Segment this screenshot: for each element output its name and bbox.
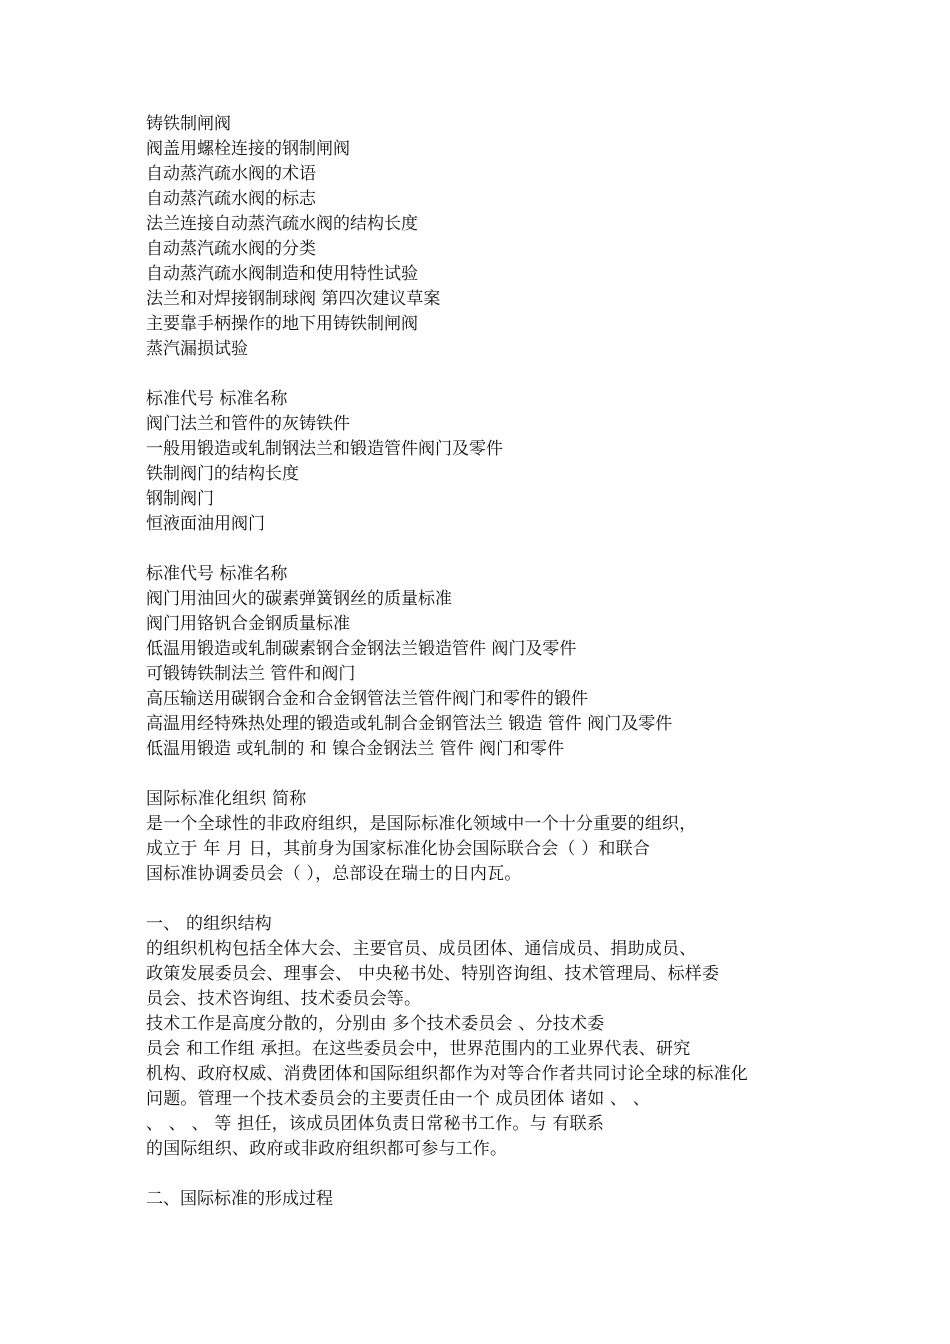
list-item: 自动蒸汽疏水阀制造和使用特性试验 [146, 264, 418, 284]
table-header: 标准代号 标准名称 [146, 389, 288, 409]
paragraph-line [146, 812, 936, 837]
list-item: 阀盖用螺栓连接的钢制闸阀 [146, 139, 350, 159]
paragraph-line: 问题。管理一个技术委员会的主要责任由一个 成员团体 诸如 、 、 [146, 1089, 651, 1109]
paragraph-line: 的国际组织、政府或非政府组织都可参与工作。 [146, 1139, 508, 1159]
list-item: 一般用锻造或轧制钢法兰和锻造管件阀门及零件 [146, 439, 503, 459]
spacer [146, 1162, 936, 1187]
list-item: 自动蒸汽疏水阀的术语 [146, 164, 316, 184]
spacer [146, 362, 936, 387]
list-item: 铁制阀门的结构长度 [146, 464, 299, 484]
list-item: 自动蒸汽疏水阀的标志 [146, 189, 316, 209]
iso-english-name-text: 简称 [266, 789, 307, 809]
list-item: 阀门用油回火的碳素弹簧钢丝的质量标准 [146, 589, 452, 609]
section-heading: 二、国际标准的形成过程 [146, 1189, 333, 1209]
paragraph-line: 、 、 、 等 担任，该成员团体负责日常秘书工作。与 有联系 [146, 1114, 605, 1134]
spacer [146, 762, 936, 787]
list-item: 可锻铸铁制法兰 管件和阀门 [146, 664, 356, 684]
paragraph-line: 政策发展委员会、理事会、 中央秘书处、特别咨询组、技术管理局、标样委 [146, 964, 720, 984]
list-item: 自动蒸汽疏水阀的分类 [146, 239, 316, 259]
list-item: 阀门用铬钒合金钢质量标准 [146, 614, 350, 634]
paragraph-line [146, 787, 936, 812]
list-item: 恒液面油用阀门 [146, 514, 265, 534]
spacer [146, 537, 936, 562]
paragraph-line: 成立于 年 月 日，其前身为国家标准化协会国际联合会（ ）和联合 [146, 839, 651, 859]
paragraph-text: 是一个全球性的非政府组织，是国际标准化领域中一个十分重要的组织， [146, 814, 697, 834]
list-item: 铸铁制闸阀 [146, 114, 231, 134]
list-item: 蒸汽漏损试验 [146, 339, 248, 359]
valve-standards-list-1 [146, 112, 936, 362]
list-item: 钢制阀门 [146, 489, 214, 509]
paragraph-line: 员会、技术咨询组、技术委员会等。 [146, 989, 422, 1009]
paragraph-line: 员会 和工作组 承担。在这些委员会中，世界范围内的工业界代表、研究 [146, 1039, 691, 1059]
org-structure-section [146, 912, 936, 1162]
paragraph-line: 的组织机构包括全体大会、主要官员、成员团体、通信成员、捐助成员、 [146, 939, 697, 959]
valve-standards-list-3 [146, 562, 936, 762]
list-item: 阀门法兰和管件的灰铸铁件 [146, 414, 350, 434]
iso-name-text: 国际标准化组织 [146, 789, 267, 809]
list-item: 高温用经特殊热处理的锻造或轧制合金钢管法兰 锻造 管件 阀门及零件 [146, 714, 673, 734]
spacer [146, 887, 936, 912]
table-header: 标准代号 标准名称 [146, 564, 288, 584]
list-item: 低温用锻造 或轧制的 和 镍合金钢法兰 管件 阀门和零件 [146, 739, 565, 759]
paragraph-line: 机构、政府权威、消费团体和国际组织都作为对等合作者共同讨论全球的标准化 [146, 1064, 748, 1084]
iso-intro-paragraph [146, 787, 936, 887]
list-item: 低温用锻造或轧制碳素钢合金钢法兰锻造管件 阀门及零件 [146, 639, 577, 659]
valve-standards-list-2 [146, 387, 936, 537]
paragraph-line: 国标准协调委员会（ ），总部设在瑞士的日内瓦。 [146, 864, 522, 884]
list-item: 主要靠手柄操作的地下用铸铁制闸阀 [146, 314, 418, 334]
formation-section [146, 1187, 936, 1212]
list-item: 法兰和对焊接钢制球阀 第四次建议草案 [146, 289, 441, 309]
document-page [146, 112, 936, 1212]
section-heading: 一、 的组织结构 [146, 914, 273, 934]
paragraph-line: 技术工作是高度分散的，分别由 多个技术委员会 、分技术委 [146, 1014, 605, 1034]
list-item: 高压输送用碳钢合金和合金钢管法兰管件阀门和零件的锻件 [146, 689, 588, 709]
list-item: 法兰连接自动蒸汽疏水阀的结构长度 [146, 214, 418, 234]
